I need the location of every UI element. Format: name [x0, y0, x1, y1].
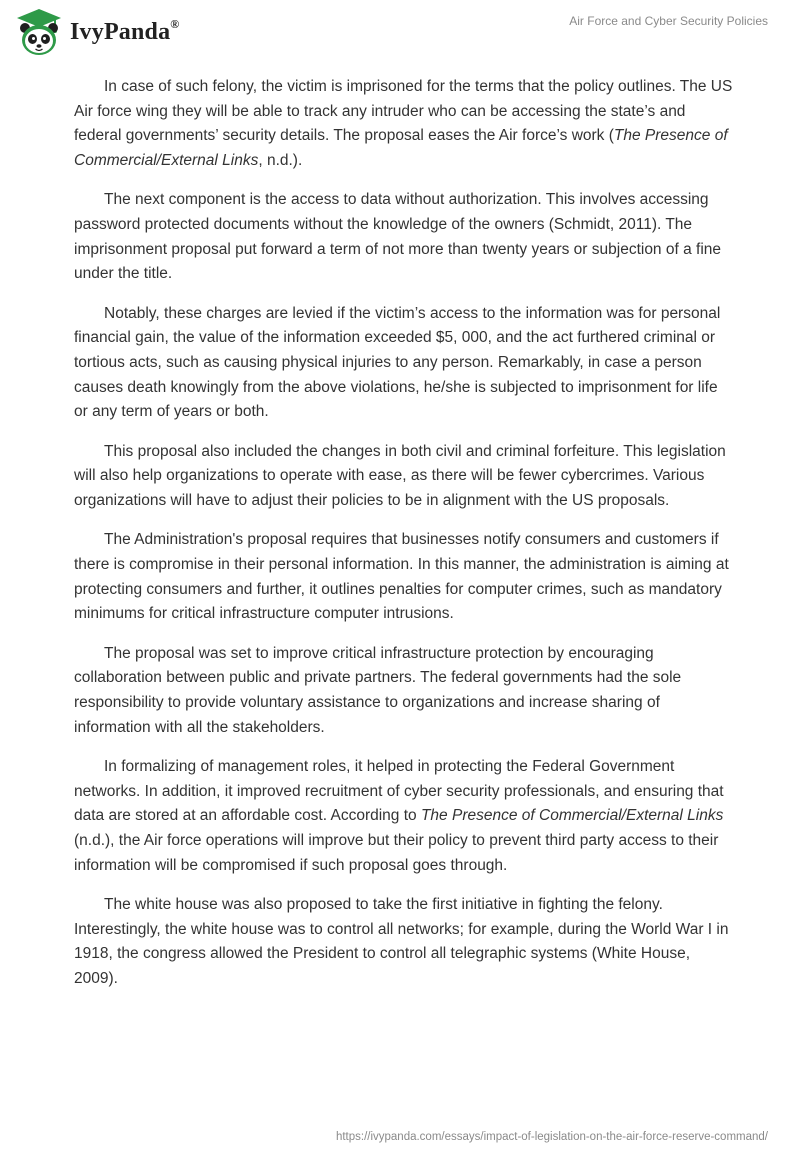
paragraph-text: The white house was also proposed to take the first initiative in fighting the felony. Interestingly, the white house was to control all networks; for example, during the World War I in 1918, the congress allowed the President to control all telegraphic systems (White House, 2009).: [74, 895, 729, 987]
paragraph-text: In case of such felony, the victim is imprisoned for the terms that the policy outlines. The US Air force wing they will be able to track any intruder who can be accessing the state’s and federal governments’ security details. The proposal eases the Air force’s work (: [74, 78, 733, 145]
paragraph-text: The next component is the access to data without authorization. This involves accessing password protected documents without the knowledge of the owners (Schmidt, 2011). The imprisonment proposal put forward a term of not more than twenty years or subjection of a fine under the title.: [74, 191, 722, 283]
paragraph-text: Notably, these charges are levied if the victim’s access to the information was for personal financial gain, the value of the information exceeded $5, 000, and the act furthered criminal or tortious acts, such as causing physical injuries to any person. Remarkably, in case a person causes death knowingly from the above violations, he/she is subjected to imprisonment for life or any term of years or both.: [74, 304, 721, 421]
paragraph-text: The proposal was set to improve critical infrastructure protection by encouraging collaboration between public and private partners. The federal governments had the sole responsibility to provide voluntary assistance to organizations and increase sharing of information with all the stakeholders.: [74, 644, 682, 736]
source-url[interactable]: https://ivypanda.com/essays/impact-of-legislation-on-the-air-force-reserve-command/: [335, 1131, 768, 1143]
panda-graduate-logo-icon: [14, 6, 64, 58]
page-header: [0, 0, 800, 64]
body-paragraph: [74, 302, 734, 426]
document-title: Air Force and Cyber Security Policies: [569, 14, 768, 28]
essay-body: [74, 75, 734, 1006]
brand-name-text: IvyPanda: [70, 18, 171, 45]
brand-name: [70, 16, 180, 46]
body-paragraph: [74, 755, 734, 879]
paragraph-text: In formalizing of management roles, it helped in protecting the Federal Government networks. In addition, it improved recruitment of cyber security professionals, and ensuring that data are stored at an affordable cost. According to: [74, 757, 724, 825]
paragraph-text: This proposal also included the changes in both civil and criminal forfeiture. This legislation will also help organizations to operate with ease, as there will be fewer cybercrimes. Various organizations will have to adjust their policies to be in alignment with the US proposals.: [74, 442, 726, 510]
body-paragraph: [74, 188, 734, 287]
citation-title: The Presence of Commercial/External Links: [74, 127, 728, 170]
body-paragraph: [74, 528, 734, 627]
citation-title: The Presence of Commercial/External Links: [420, 807, 724, 825]
brand-logo[interactable]: [14, 6, 179, 58]
registered-mark: ®: [170, 16, 180, 31]
paragraph-text: The Administration's proposal requires that businesses notify consumers and customers if there is compromise in their personal information. In this manner, the administration is aiming at protecting consumers and further, it outlines penalties for computer crimes, such as mandatory minimums for critical infrastructure computer intrusions.: [74, 531, 729, 623]
paragraph-text: (n.d.), the Air force operations will improve but their policy to prevent third party access to their information will be compromised if such proposal goes through.: [74, 831, 719, 874]
paragraph-text: , n.d.).: [258, 152, 303, 170]
body-paragraph: [74, 893, 734, 992]
body-paragraph: [74, 75, 734, 174]
body-paragraph: [74, 440, 734, 514]
body-paragraph: [74, 642, 734, 741]
